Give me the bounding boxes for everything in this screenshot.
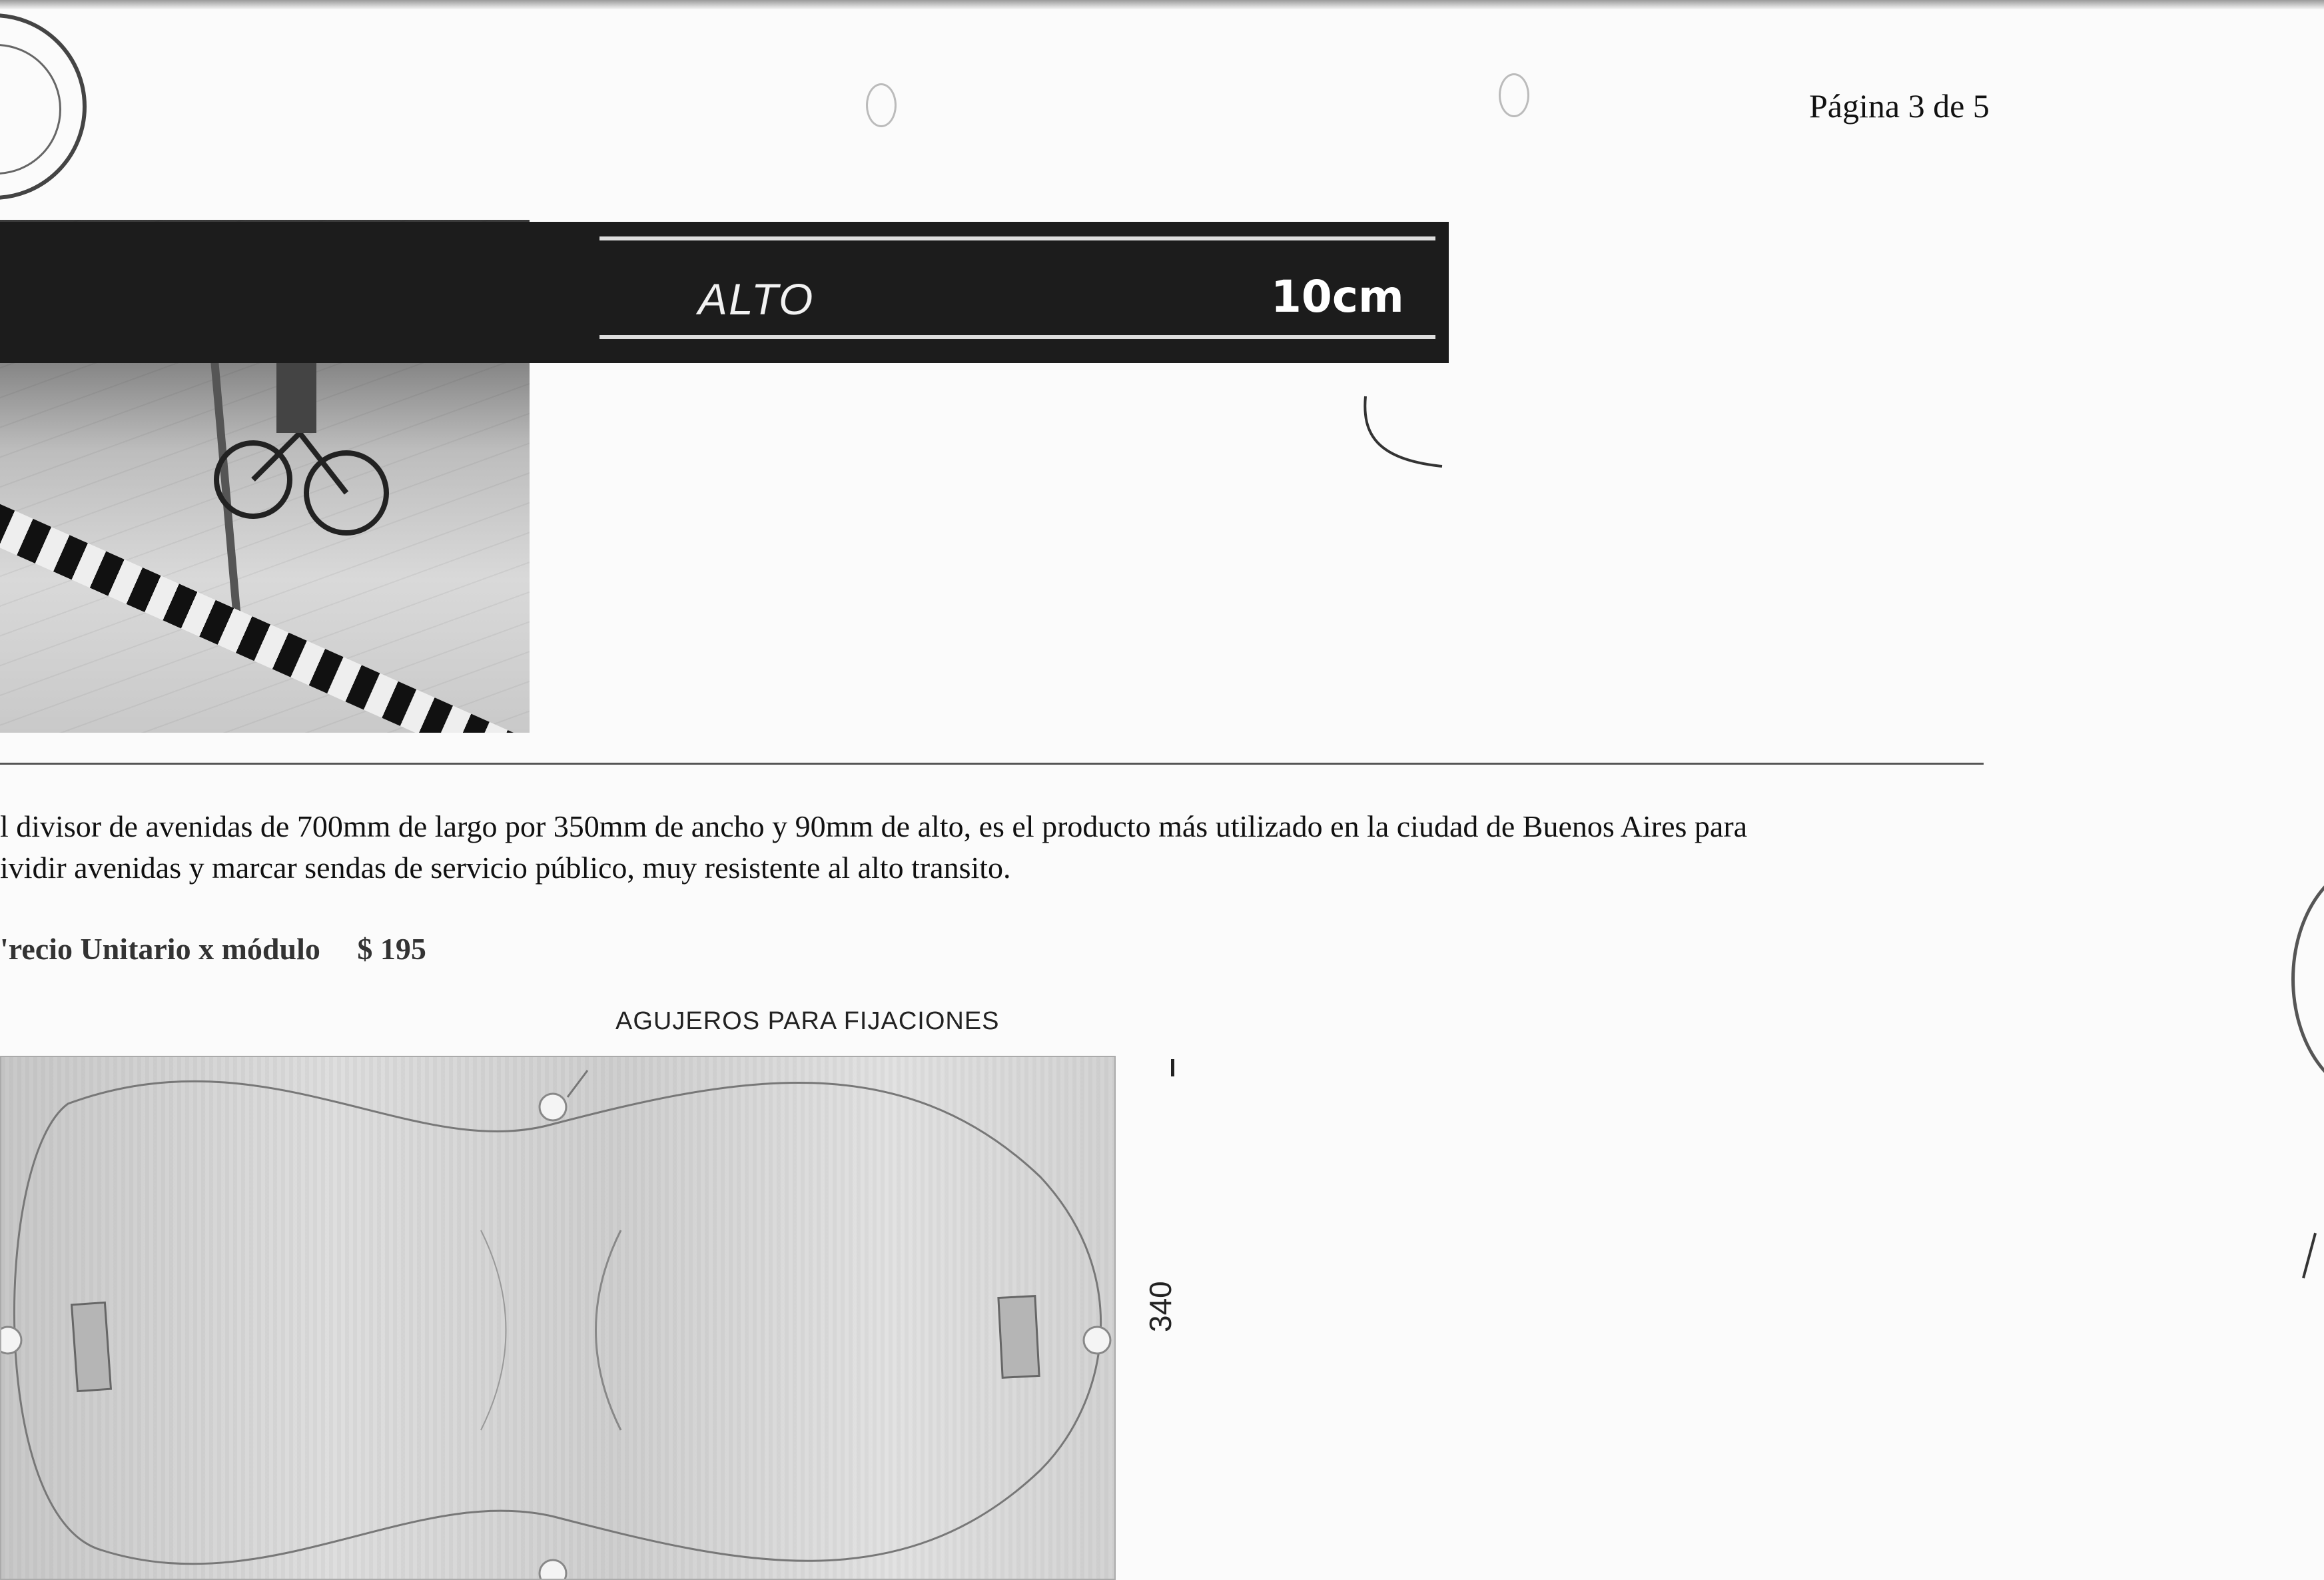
- description-line-2: ividir avenidas y marcar sendas de servicio público, muy resistente al alto transito.: [0, 851, 1011, 885]
- banner-label: ALTO: [698, 274, 815, 324]
- pen-mark: [1362, 393, 1449, 473]
- banner-line-top: [599, 236, 1435, 240]
- height-banner: [0, 222, 1449, 363]
- technical-drawing: [0, 1056, 1116, 1580]
- holes-label: AGUJEROS PARA FIJACIONES: [615, 1007, 1000, 1035]
- price-amount: $ 195: [357, 932, 426, 966]
- banner-line-bottom: [599, 335, 1435, 339]
- bicycle-icon: [213, 346, 400, 560]
- dimension-label: 340: [1143, 1281, 1178, 1332]
- stamp-seal: [0, 13, 87, 200]
- description-line-1: l divisor de avenidas de 700mm de largo por 350mm de ancho y 90mm de alto, es el producto más utilizado en la ciudad de Buenos Aires para: [0, 809, 1748, 843]
- product-description: [0, 806, 1932, 889]
- punch-hole-mark: [1499, 73, 1529, 117]
- stamp-seal-right: [2291, 859, 2324, 1099]
- horizontal-rule: [0, 763, 1984, 765]
- punch-hole-mark: [866, 83, 897, 127]
- edge-pen-mark: [2302, 1233, 2317, 1279]
- divider-outline: [1, 1057, 1116, 1580]
- price-row: [0, 931, 426, 967]
- dimension-tick: [1171, 1059, 1174, 1076]
- page-number: Página 3 de 5: [1809, 87, 1990, 125]
- banner-value: 10cm: [1271, 271, 1404, 322]
- scan-top-edge: [0, 0, 2324, 9]
- price-label: 'recio Unitario x módulo: [0, 932, 320, 966]
